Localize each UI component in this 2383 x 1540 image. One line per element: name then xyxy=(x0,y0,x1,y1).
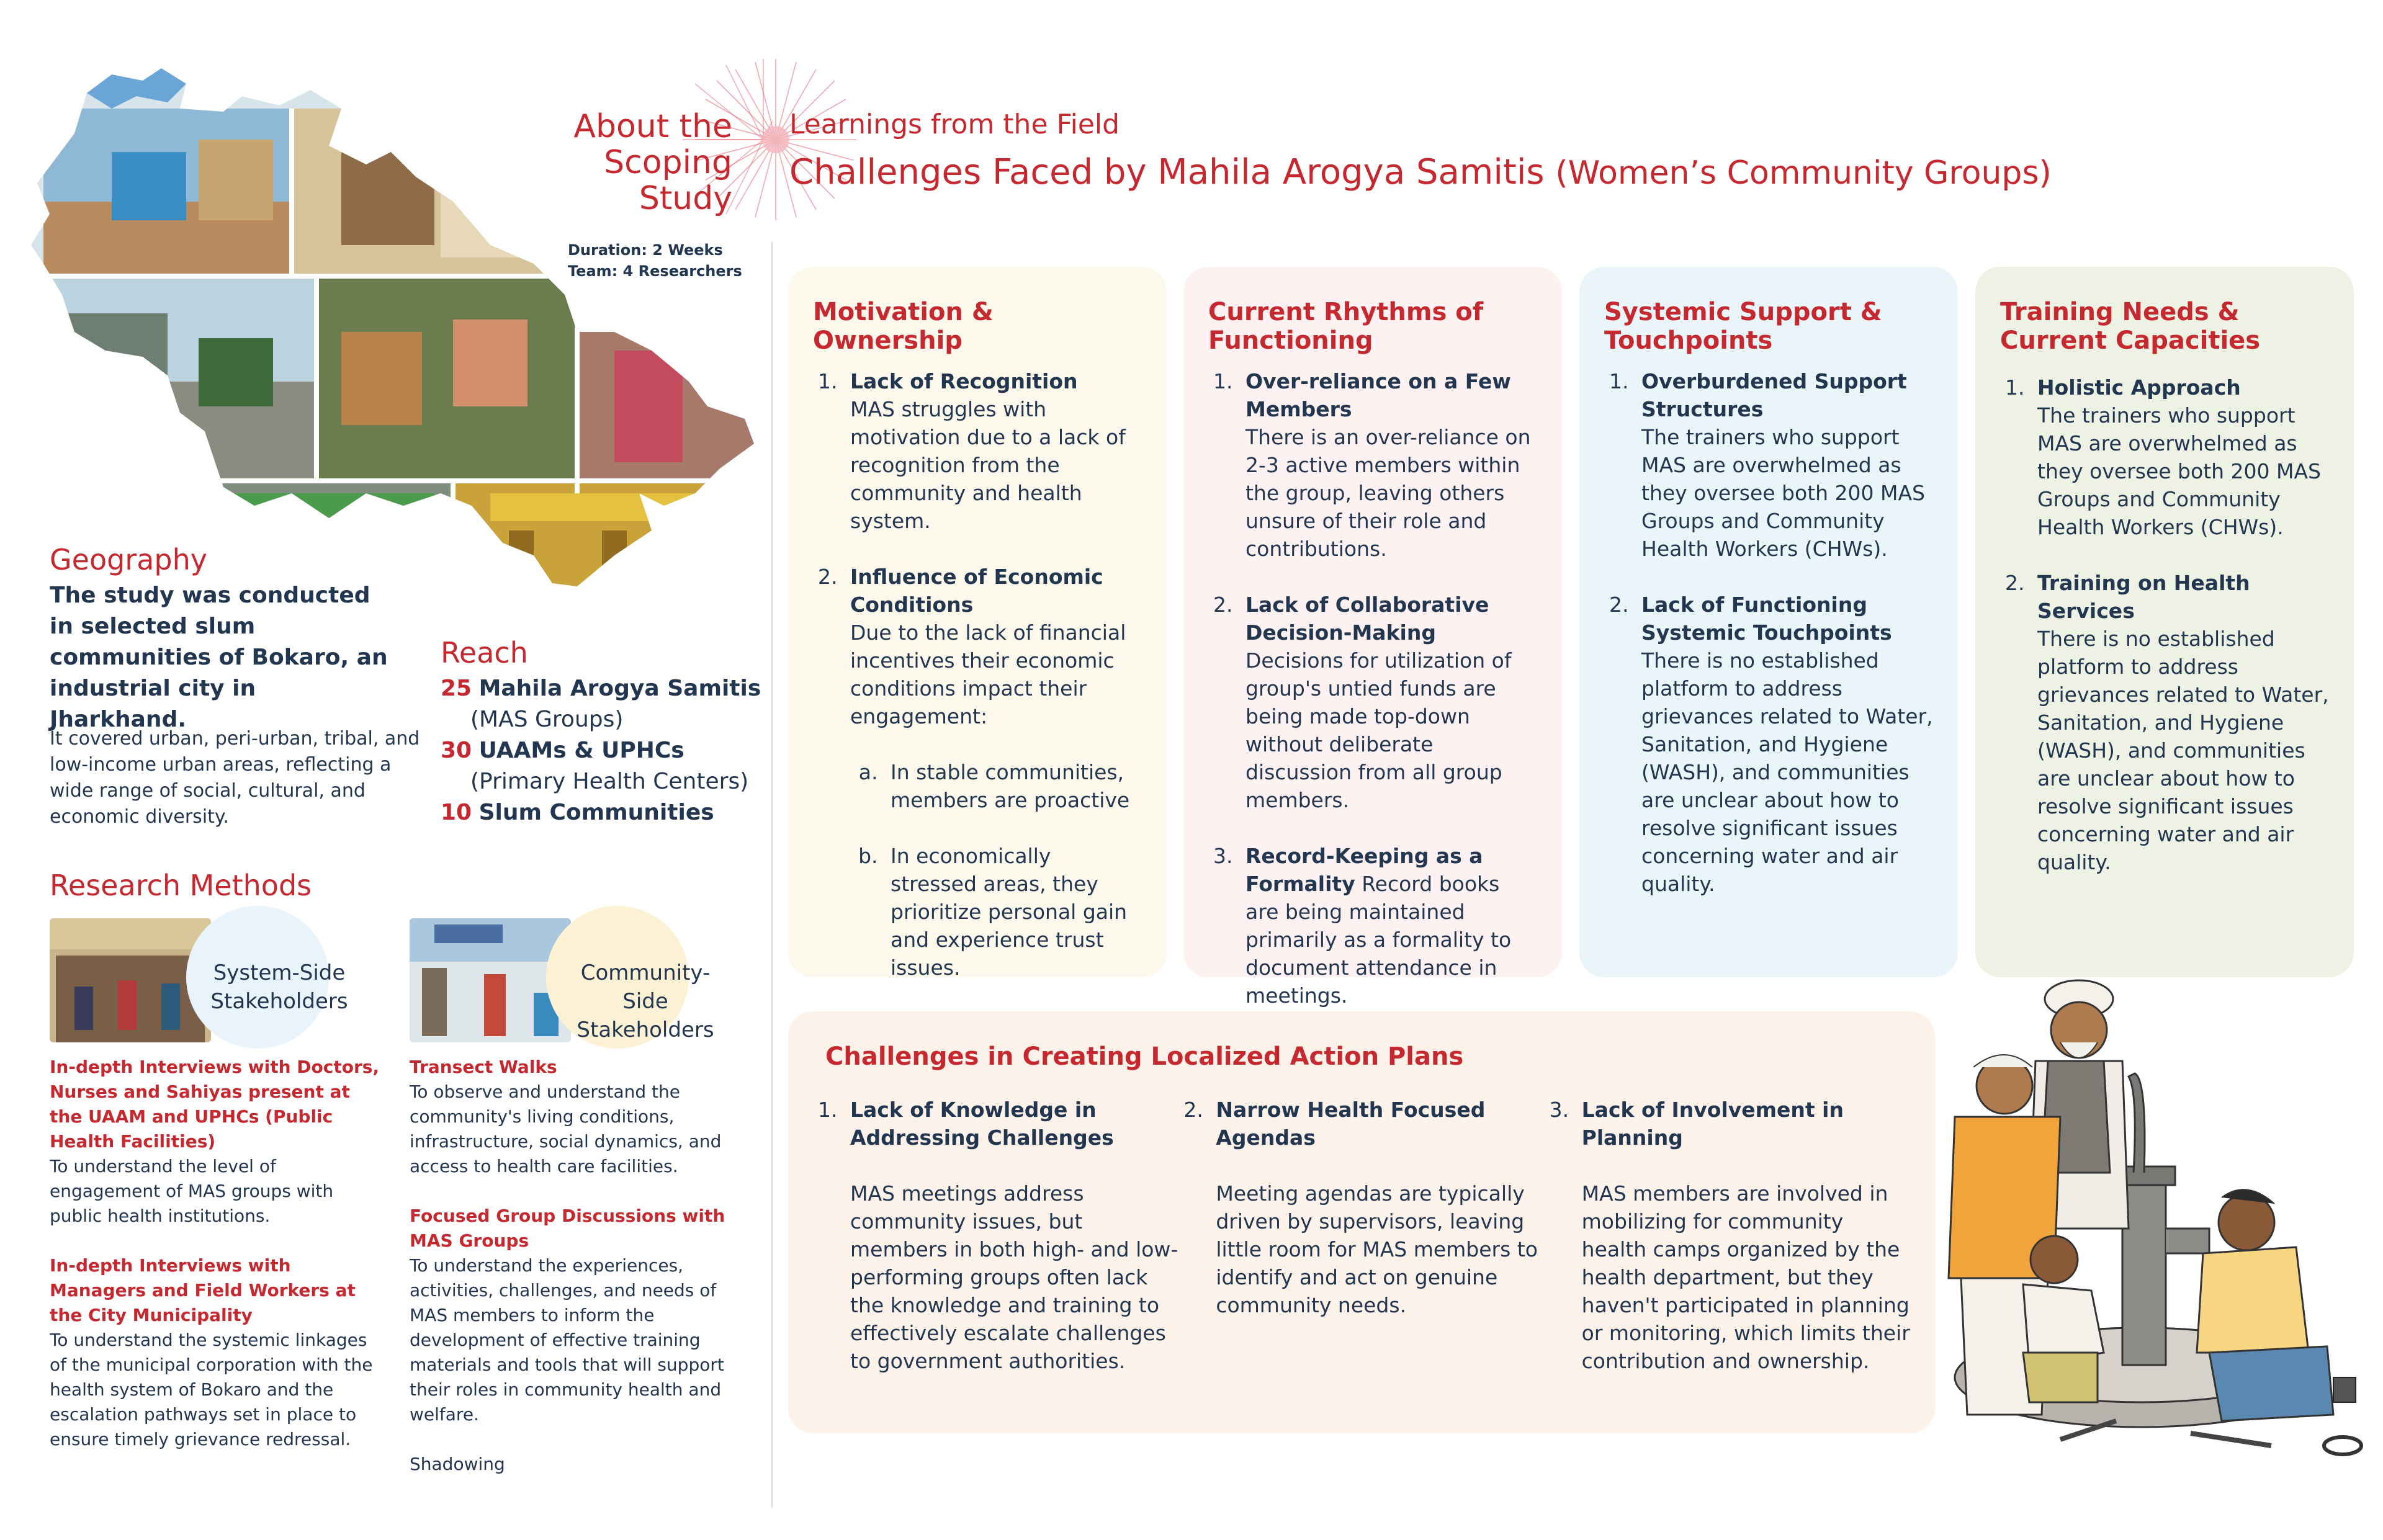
geography-detail: It covered urban, peri-urban, tribal, and low-income urban areas, reflecting a wide range of social, cultural, and economic diversity. xyxy=(50,728,420,828)
card-heading: Motivation & Ownership xyxy=(813,298,994,355)
card-item: 2. Influence of Economic Conditions Due to the lack of financial incentives their economic conditions impact their engagement: a. In stable communities, members are proactive b. In economically stressed areas, they prioritize personal gain and experience trust issues. xyxy=(844,563,1142,982)
hand-pump-illustration xyxy=(1899,968,2371,1464)
reach-heading: Reach xyxy=(441,636,528,669)
community-side-label: Community-Side Stakeholders xyxy=(577,960,714,1042)
card-item: 3. Record-Keeping as a Formality Record books are being maintained primarily as a formality to document attendance in meetings. xyxy=(1239,842,1537,1010)
study-meta xyxy=(568,240,742,282)
section-title: Challenges Faced by Mahila Arogya Samitis (Women’s Community Groups) xyxy=(789,152,2052,192)
card-item: 3. Lack of Involvement in Planning MAS members are involved in mobilizing for community health camps organized by the health department, but they haven't participated in planning or monitoring, which limits their contribution and ownership. xyxy=(1576,1096,1910,1375)
card-item: 2. Narrow Health Focused Agendas Meeting agendas are typically driven by supervisors, leaving little room for MAS members to identify and act on genuine community needs. xyxy=(1209,1096,1544,1319)
card-item: 2. Training on Health Services There is no established platform to address grievances related to Water, Sanitation, and Hygiene (WASH), and communities are unclear about how to resolve significant issues concerning water and air quality. xyxy=(2031,569,2329,876)
card-heading: Systemic Support & Touchpoints xyxy=(1604,298,1882,355)
method-item: In-depth Interviews with Doctors, Nurses and Sahiyas present at the UAAM and UPHCs (Public Health Facilities) To understand the level of engagement of MAS groups with public health institutions. xyxy=(50,1057,380,1226)
geography-heading: Geography xyxy=(50,543,207,576)
card-item: 2. Lack of Collaborative Decision-Making Decisions for utilization of group's untied funds are being made top-down without deliberate discussion from all group members. xyxy=(1239,591,1537,814)
system-side-label: System-Side Stakeholders xyxy=(210,960,348,1014)
reach-item: 30 UAAMs & UPHCs (Primary Health Centers) xyxy=(441,738,749,794)
reach-item: 25 Mahila Arogya Samitis (MAS Groups) xyxy=(441,676,761,732)
card-heading: Training Needs & Current Capacities xyxy=(2000,298,2261,355)
card-item: 1. Lack of Recognition MAS struggles with motivation due to a lack of recognition from the community and health system. xyxy=(844,367,1142,535)
research-methods-heading: Research Methods xyxy=(50,869,312,902)
card-item: 1. Lack of Knowledge in Addressing Challenges MAS meetings address community issues, but members in both high- and low-performing groups often lack the knowledge and training to effectively escalate challenges to government authorities. xyxy=(844,1096,1178,1375)
card-subitem: a. In stable communities, members are proactive xyxy=(884,758,1142,814)
card-item: 1. Over-reliance on a Few Members There is an over-reliance on 2-3 active members within the group, leaving others unsure of their role and contributions. xyxy=(1239,367,1537,563)
card-systemic-support xyxy=(1579,267,1958,977)
method-item: In-depth Interviews with Managers and Field Workers at the City Municipality To understand the systemic linkages of the municipal corporation with the health system of Bokaro and the escalation pathways set in place to ensure timely grievance redressal. xyxy=(50,1255,373,1449)
method-item: Transect Walks To observe and understand the community's living conditions, infrastructure, social dynamics, and access to health care facilities. xyxy=(410,1057,722,1176)
section-subtitle: Learnings from the Field xyxy=(789,109,1120,140)
reach-item: 10 Slum Communities xyxy=(441,800,714,825)
card-item: 1. Overburdened Support Structures The trainers who support MAS are overwhelmed as they oversee both 200 MAS Groups and Community Health Workers (CHWs). xyxy=(1635,367,1933,563)
card-heading: Challenges in Creating Localized Action Plans xyxy=(825,1042,1464,1071)
method-item-shadowing: Shadowing xyxy=(410,1454,505,1474)
column-divider xyxy=(771,242,773,1508)
card-current-rhythms xyxy=(1183,267,1562,1008)
reach-list xyxy=(441,673,776,828)
card-subitem: b. In economically stressed areas, they prioritize personal gain and experience trust issues. xyxy=(884,842,1142,982)
method-item: Focused Group Discussions with MAS Groups To understand the experiences, activities, challenges, and needs of MAS members to inform the development of effective training materials and tools that will support their roles in community health and welfare. xyxy=(410,1206,725,1425)
card-heading: Current Rhythms of Functioning xyxy=(1208,298,1484,355)
duration-text: Duration: 2 Weeks xyxy=(568,241,723,259)
geography-lead: The study was conducted in selected slum communities of Bokaro, an industrial city in Jharkhand. xyxy=(50,583,388,732)
team-text: Team: 4 Researchers xyxy=(568,262,742,280)
card-item: 1. Holistic Approach The trainers who support MAS are overwhelmed as they oversee both 200 MAS Groups and Community Health Workers (CHWs). xyxy=(2031,374,2329,541)
system-side-methods xyxy=(50,1055,385,1477)
card-motivation-ownership xyxy=(788,267,1167,980)
community-side-methods xyxy=(410,1055,745,1502)
card-localized-action-plans xyxy=(788,1011,1935,1433)
about-title: About the Scoping Study xyxy=(573,108,732,217)
card-training-needs xyxy=(1975,267,2354,977)
card-item: 2. Lack of Functioning Systemic Touchpoints There is no established platform to address grievances related to Water, Sanitation, and Hygiene (WASH), and communities are unclear about how to resolve significant issues concerning water and air quality. xyxy=(1635,591,1933,898)
